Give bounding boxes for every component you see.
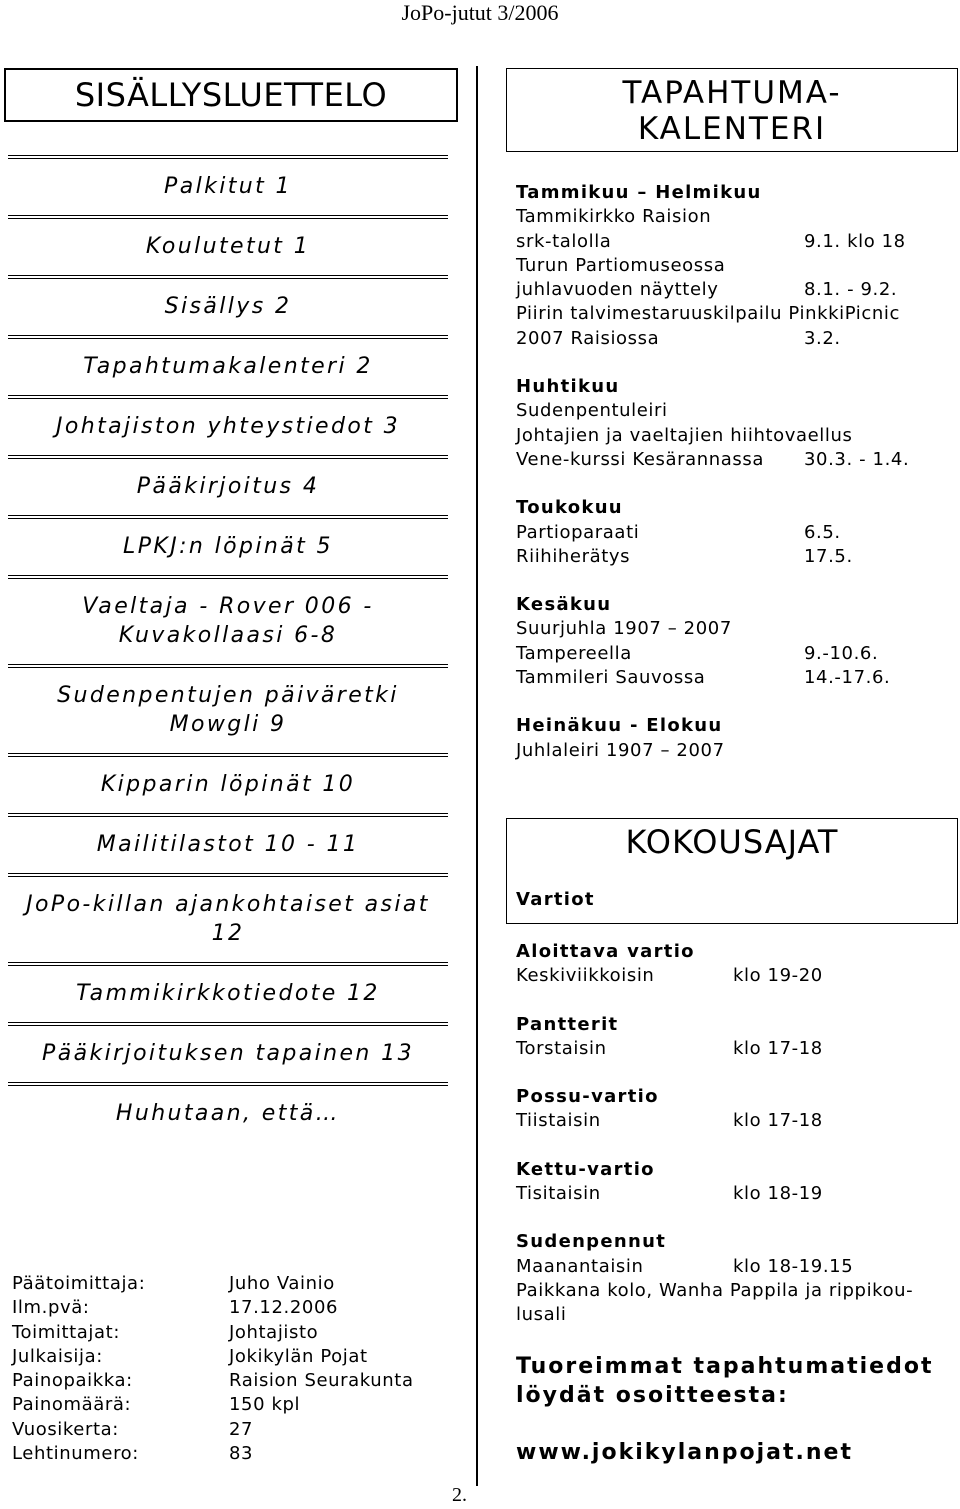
event-text: Sudenpentuleiri — [516, 400, 668, 422]
calendar-row — [516, 666, 956, 690]
calendar-heading: Toukokuu — [516, 497, 623, 519]
calendar-row — [516, 424, 956, 448]
calendar-row — [516, 278, 956, 302]
toc-item: Mailitilastot 10 - 11 — [8, 813, 448, 873]
colophon-value: Johtajisto — [229, 1321, 319, 1343]
event-date: 17.5. — [804, 545, 853, 567]
toc-item: JoPo-killan ajankohtaiset asiat 12 — [8, 873, 448, 962]
meeting-group — [516, 940, 956, 989]
page-header: JoPo-jutut 3/2006 — [401, 0, 559, 25]
meeting-day: Tisitaisin — [516, 1183, 601, 1205]
event-text: Tammikirkko Raision — [516, 206, 712, 228]
colophon-value: 150 kpl — [229, 1394, 301, 1416]
colophon-label: Päätoimittaja: — [12, 1273, 146, 1294]
colophon-label: Lehtinumero: — [12, 1443, 139, 1465]
toc-list — [8, 155, 448, 1142]
event-text: Turun Partiomuseossa — [516, 254, 726, 276]
colophon-row — [12, 1296, 414, 1320]
meeting-time: klo 19-20 — [733, 965, 823, 987]
meeting-row — [516, 1109, 956, 1133]
event-date: 30.3. - 1.4. — [804, 448, 910, 470]
calendar-row — [516, 448, 956, 472]
callout-line1: Tuoreimmat tapahtumatiedot — [516, 1354, 934, 1379]
website-link[interactable]: www.jokikylanpojat.net — [516, 1440, 853, 1465]
meeting-row — [516, 1037, 956, 1061]
event-date: 3.2. — [804, 327, 841, 349]
column-divider — [476, 66, 478, 1486]
calendar-title-box — [506, 68, 958, 152]
event-text: Piirin talvimestaruuskilpailu PinkkiPicnic — [516, 303, 900, 325]
meeting-name: Possu-vartio — [516, 1086, 659, 1108]
calendar-row — [516, 327, 956, 351]
toc-item: Palkitut 1 — [8, 155, 448, 215]
calendar-row — [516, 642, 956, 666]
colophon-label: Ilm.pvä: — [12, 1297, 90, 1319]
calendar-group — [516, 375, 956, 472]
meeting-group — [516, 1230, 956, 1327]
calendar-row — [516, 545, 956, 569]
meeting-row — [516, 1182, 956, 1206]
event-text: Partioparaati — [516, 521, 640, 543]
toc-item: Sisällys 2 — [8, 275, 448, 335]
meeting-time: klo 18-19 — [733, 1183, 823, 1205]
event-text: 2007 Raisiossa — [516, 327, 660, 349]
colophon-row — [12, 1345, 414, 1369]
colophon-label: Painomäärä: — [12, 1394, 132, 1416]
toc-title-box — [4, 68, 458, 122]
colophon-value: Juho Vainio — [229, 1273, 335, 1294]
calendar-group — [516, 496, 956, 569]
event-text: Juhlaleiri 1907 – 2007 — [516, 739, 725, 761]
toc-title: SISÄLLYSLUETTELO — [74, 76, 388, 114]
meeting-time: klo 17-18 — [733, 1110, 823, 1132]
event-text: Riihiherätys — [516, 545, 631, 567]
event-date: 9.-10.6. — [804, 642, 879, 664]
event-date: 8.1. - 9.2. — [804, 279, 898, 301]
event-text: Suurjuhla 1907 – 2007 — [516, 618, 732, 640]
colophon-row — [12, 1418, 414, 1442]
calendar-row — [516, 399, 956, 423]
meeting-name: Pantterit — [516, 1013, 619, 1035]
calendar-row — [516, 302, 956, 326]
colophon-row — [12, 1393, 414, 1417]
calendar-title-line2: KALENTERI — [637, 111, 827, 147]
colophon-row — [12, 1272, 414, 1296]
colophon-value: 83 — [229, 1443, 254, 1465]
meeting-name: Kettu-vartio — [516, 1158, 655, 1180]
page-number: 2. — [452, 1484, 467, 1506]
meeting-row — [516, 1255, 956, 1279]
colophon-value: 27 — [229, 1418, 254, 1440]
colophon-label: Toimittajat: — [12, 1321, 120, 1343]
meeting-group — [516, 1085, 956, 1134]
callout-line2: löydät osoitteesta: — [516, 1383, 789, 1408]
calendar-row — [516, 521, 956, 545]
meeting-note: Paikkana kolo, Wanha Pappila ja rippikou- lusali — [516, 1279, 914, 1326]
meeting-group — [516, 1158, 956, 1207]
colophon-value: 17.12.2006 — [229, 1297, 339, 1319]
toc-item: Koulutetut 1 — [8, 215, 448, 275]
colophon-row — [12, 1369, 414, 1393]
toc-item: Sudenpentujen päiväretki Mowgli 9 — [8, 664, 448, 753]
calendar-row — [516, 739, 956, 763]
meetings-title: KOKOUSAJAT — [625, 823, 839, 861]
calendar-title-line1: TAPAHTUMA- — [622, 75, 842, 111]
colophon — [12, 1272, 414, 1466]
info-callout — [516, 1352, 933, 1410]
event-text: juhlavuoden näyttely — [516, 279, 719, 301]
event-text: Tampereella — [516, 642, 632, 664]
meeting-day: Torstaisin — [516, 1037, 607, 1059]
calendar-group — [516, 181, 956, 351]
event-text: Johtajien ja vaeltajien hiihtovaellus — [516, 424, 853, 446]
colophon-label: Vuosikerta: — [12, 1418, 119, 1440]
calendar-heading: Heinäkuu - Elokuu — [516, 715, 723, 737]
calendar-row — [516, 254, 956, 278]
meeting-name: Sudenpennut — [516, 1231, 667, 1253]
meeting-group — [516, 1013, 956, 1062]
event-text: Vene-kurssi Kesärannassa — [516, 448, 764, 470]
toc-item: Huhutaan, että… — [8, 1082, 448, 1142]
meeting-day: Keskiviikkoisin — [516, 965, 655, 987]
event-date: 14.-17.6. — [804, 667, 891, 689]
toc-item: Kipparin löpinät 10 — [8, 753, 448, 813]
toc-item: Tapahtumakalenteri 2 — [8, 335, 448, 395]
meeting-time: klo 18-19.15 — [733, 1255, 854, 1277]
colophon-label: Julkaisija: — [12, 1345, 103, 1367]
calendar-row — [516, 230, 956, 254]
event-text: Tammileri Sauvossa — [516, 667, 706, 689]
meeting-day: Tiistaisin — [516, 1110, 601, 1132]
calendar-group — [516, 593, 956, 690]
colophon-value: Jokikylän Pojat — [229, 1345, 368, 1367]
toc-item: Vaeltaja - Rover 006 - Kuvakollaasi 6-8 — [8, 575, 448, 664]
calendar-heading: Tammikuu – Helmikuu — [516, 182, 762, 203]
event-calendar — [516, 181, 956, 787]
calendar-group — [516, 714, 956, 763]
event-date: 6.5. — [804, 521, 841, 543]
calendar-row — [516, 205, 956, 229]
colophon-row — [12, 1321, 414, 1345]
meeting-day: Maanantaisin — [516, 1255, 644, 1277]
toc-item: Pääkirjoituksen tapainen 13 — [8, 1022, 448, 1082]
calendar-heading: Kesäkuu — [516, 594, 612, 616]
meeting-time: klo 17-18 — [733, 1037, 823, 1059]
colophon-value: Raision Seurakunta — [229, 1370, 414, 1392]
colophon-row — [12, 1442, 414, 1466]
toc-item: Tammikirkkotiedote 12 — [8, 962, 448, 1022]
event-text: srk-talolla — [516, 230, 612, 252]
toc-item: Pääkirjoitus 4 — [8, 455, 448, 515]
meetings-subtitle: Vartiot — [516, 889, 595, 910]
toc-item: LPKJ:n löpinät 5 — [8, 515, 448, 575]
toc-item: Johtajiston yhteystiedot 3 — [8, 395, 448, 455]
calendar-heading: Huhtikuu — [516, 376, 620, 398]
event-date: 9.1. klo 18 — [804, 230, 906, 252]
meetings-title-box — [506, 818, 958, 924]
meetings-list — [516, 940, 956, 1352]
meeting-row — [516, 964, 956, 988]
calendar-row — [516, 617, 956, 641]
meeting-name: Aloittava vartio — [516, 941, 695, 962]
colophon-label: Painopaikka: — [12, 1370, 133, 1392]
